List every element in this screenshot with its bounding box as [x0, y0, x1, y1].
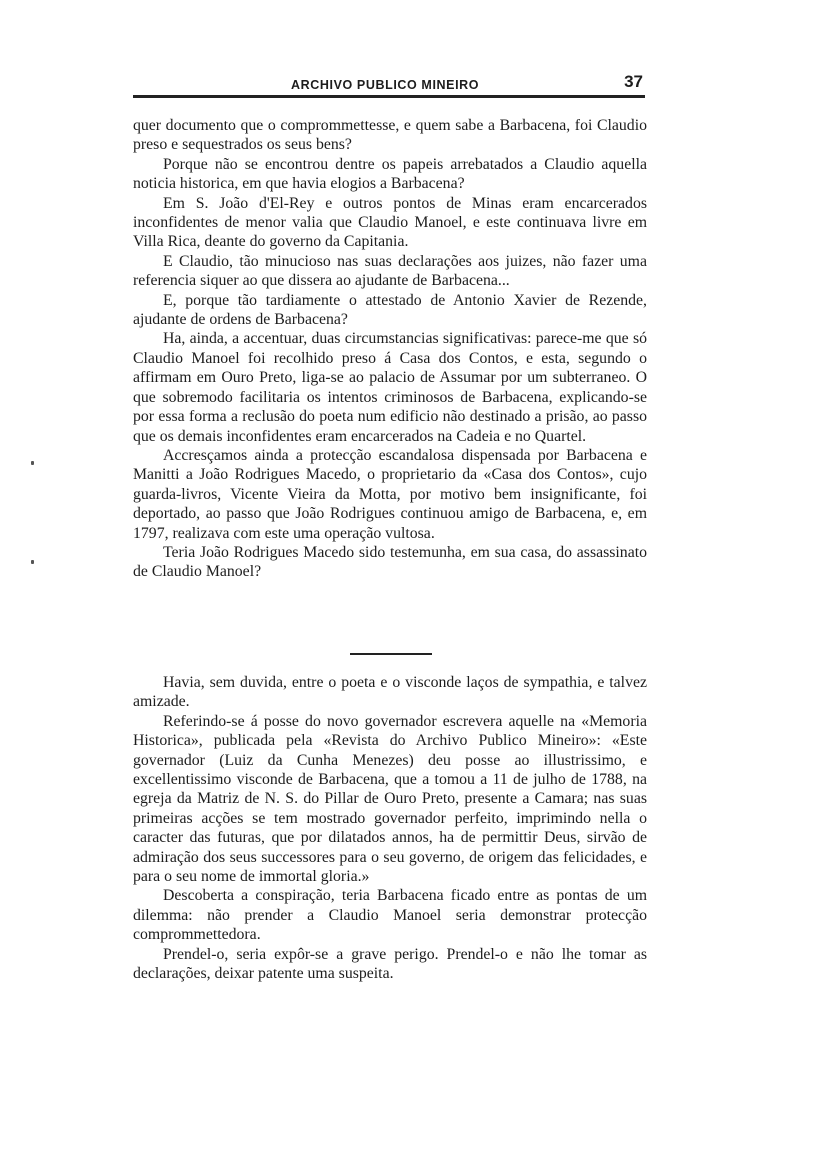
paragraph: Descoberta a conspiração, teria Barbacena ficado entre as pontas de um dilemma: não prender a Claudio Manoel seria demonstrar protecção comprommettedora. — [133, 887, 647, 944]
running-header — [133, 72, 645, 96]
paragraph: Teria João Rodrigues Macedo sido testemunha, em sua casa, do assassinato de Claudio Manoel? — [133, 543, 647, 581]
header-rule — [133, 95, 645, 98]
journal-title: ARCHIVO PUBLICO MINEIRO — [291, 78, 480, 92]
paragraph: Havia, sem duvida, entre o poeta e o visconde laços de sympathia, e talvez amizade. — [133, 674, 647, 711]
margin-speck — [31, 461, 34, 465]
section-divider — [350, 653, 432, 655]
margin-speck — [31, 560, 34, 564]
paragraph: E, porque tão tardiamente o attestado de Antonio Xavier de Rezende, ajudante de ordens de Barbacena? — [133, 291, 647, 329]
paragraph: Referindo-se á posse do novo governador escrevera aquelle na «Memoria Historica», publicada pela «Revista do Archivo Publico Mineiro»: «Este governador (Luiz da Cunha Menezes) deu posse ao illustrissimo, e excellentissimo visconde de Barbacena, que a tomou a 11 de julho de 1788, na egreja da Matriz de N. S. do Pillar de Ouro Preto, presente a Camara; nas suas primeiras acções se tem mostrado governador perfeito, imprimindo nella o caracter das futuras, que por dilatados annos, ha de permittir Deus, sirvão de admiração dos seus successores para o seu governo, de origem das felicidades, e para o seu nome de immortal gloria.» — [133, 712, 647, 886]
paragraph: Porque não se encontrou dentre os papeis arrebatados a Claudio aquella noticia historica, em que havia elogios a Barbacena? — [133, 155, 647, 193]
paragraph: Prendel-o, seria expôr-se a grave perigo. Prendel-o e não lhe tomar as declarações, deixar patente uma suspeita. — [133, 945, 647, 983]
paragraph: Em S. João d'El-Rey e outros pontos de Minas eram encarcerados inconfidentes de menor valia que Claudio Manoel, e este continuava livre em Villa Rica, deante do governo da Capitania. — [133, 194, 647, 251]
page-number: 37 — [624, 72, 643, 91]
section-2-text — [133, 673, 647, 984]
paragraph: quer documento que o comprommettesse, e quem sabe a Barbacena, foi Claudio preso e sequestrados os seus bens? — [133, 117, 647, 154]
paragraph: Accresçamos ainda a protecção escandalosa dispensada por Barbacena e Manitti a João Rodrigues Macedo, o proprietario da «Casa dos Contos», cujo guarda-livros, Vicente Vieira da Motta, por motivo bem insignificante, foi deportado, ao passo que João Rodrigues continuou amigo de Barbacena, e, em 1797, realizava com este uma operação vultosa. — [133, 446, 647, 542]
paragraph: Ha, ainda, a accentuar, duas circumstancias significativas: parece-me que só Claudio Manoel foi recolhido preso á Casa dos Contos, e esta, segundo o affirmam em Ouro Preto, liga-se ao palacio de Assumar por um subterraneo. O que sobremodo facilitaria os intentos criminosos de Barbacena, explicando-se por essa forma a reclusão do poeta num edificio não destinado a prisão, ao passo que os demais inconfidentes eram encarcerados na Cadeia e no Quartel. — [133, 330, 647, 445]
section-1-text — [133, 116, 647, 582]
paragraph: E Claudio, tão minucioso nas suas declarações aos juizes, não fazer uma referencia siquer ao que dissera ao ajudante de Barbacena... — [133, 252, 647, 290]
